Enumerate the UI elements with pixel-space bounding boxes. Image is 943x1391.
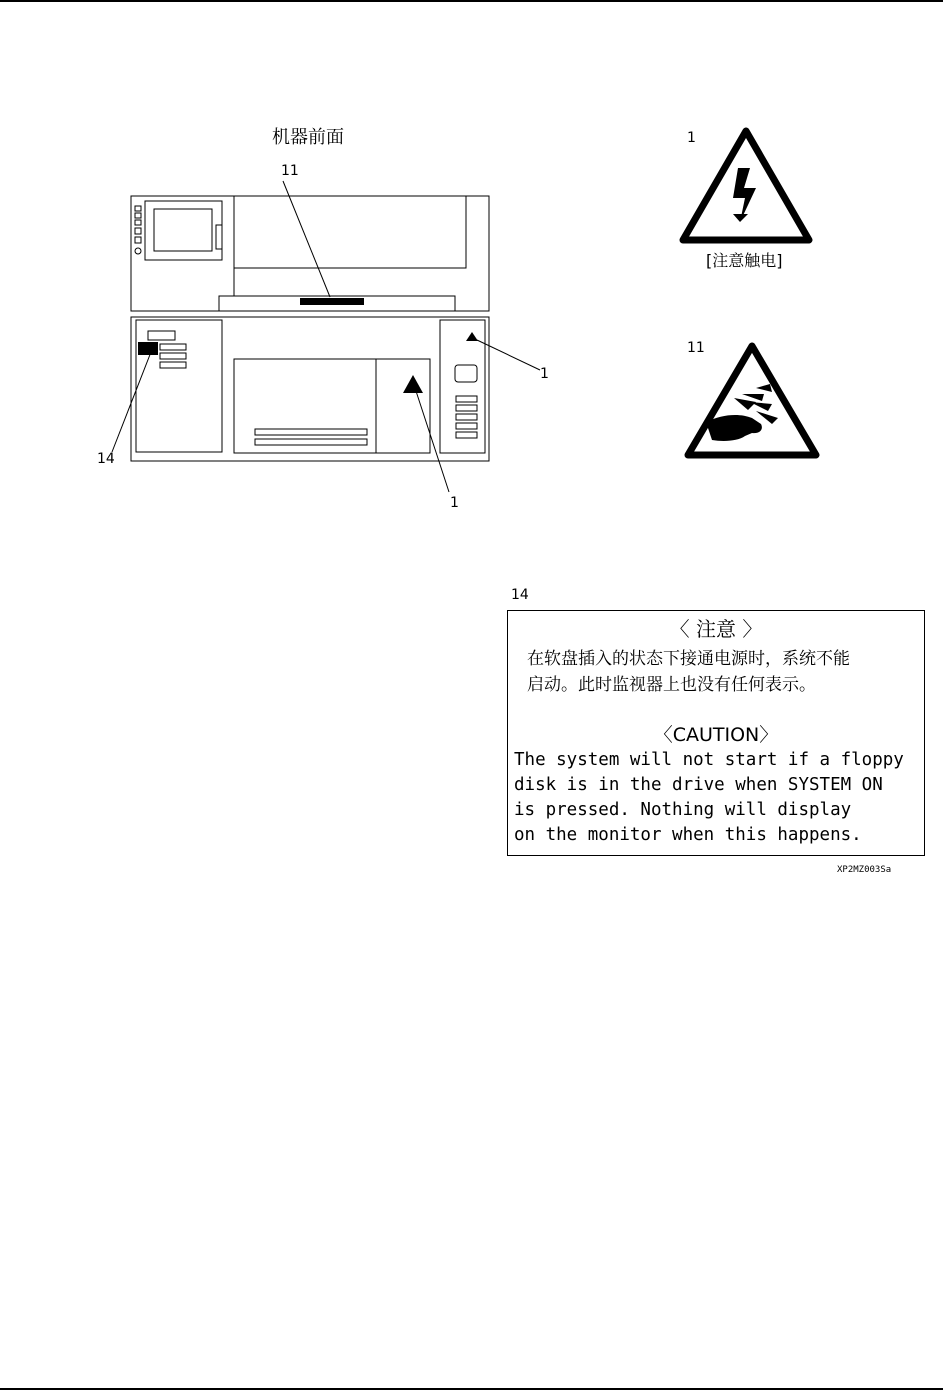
machine-front-heading: 机器前面 [272,127,344,148]
caution-en-line: is pressed. Nothing will display [514,800,852,820]
high-voltage-warning-icon [683,131,809,240]
caution-en-line: The system will not start if a floppy [514,750,904,770]
callout-14: 14 [97,451,115,467]
control-panel-screen [154,209,212,251]
label-11-position-mark [300,298,364,305]
caution-jp-line: 启动。此时监视器上也没有任何表示。 [527,675,816,695]
label-1-position-mark-right [466,332,478,341]
bottom-rule [0,1388,943,1390]
output-tray-area [234,196,466,268]
caution-en-title: 〈CAUTION〉 [653,724,779,746]
label-14-position-mark [138,342,158,355]
caution-en-line: disk is in the drive when SYSTEM ON [514,775,883,795]
label-1-position-mark-drawer [403,375,423,393]
callout-1-bottom: 1 [450,495,459,511]
label-1-number: 1 [687,130,696,146]
caution-en-line: on the monitor when this happens. [514,825,862,845]
label-11-number: 11 [687,340,705,356]
hand-pinch-warning-icon [688,346,816,455]
callout-11-top: 11 [281,163,299,179]
machine-front-diagram [0,0,943,540]
reference-code: XP2MZ003Sa [837,865,892,875]
right-door-panel [440,320,485,453]
caution-jp-line: 在软盘插入的状态下接通电源时，系统不能 [527,649,850,669]
callout-1-right: 1 [540,366,549,382]
label-14-number: 14 [511,587,529,603]
floppy-caution-label [507,610,925,856]
caution-jp-title: 〈 注意 〉 [669,617,763,641]
machine-upper-body [131,196,489,311]
label-1-caption: [注意触电] [706,251,783,270]
